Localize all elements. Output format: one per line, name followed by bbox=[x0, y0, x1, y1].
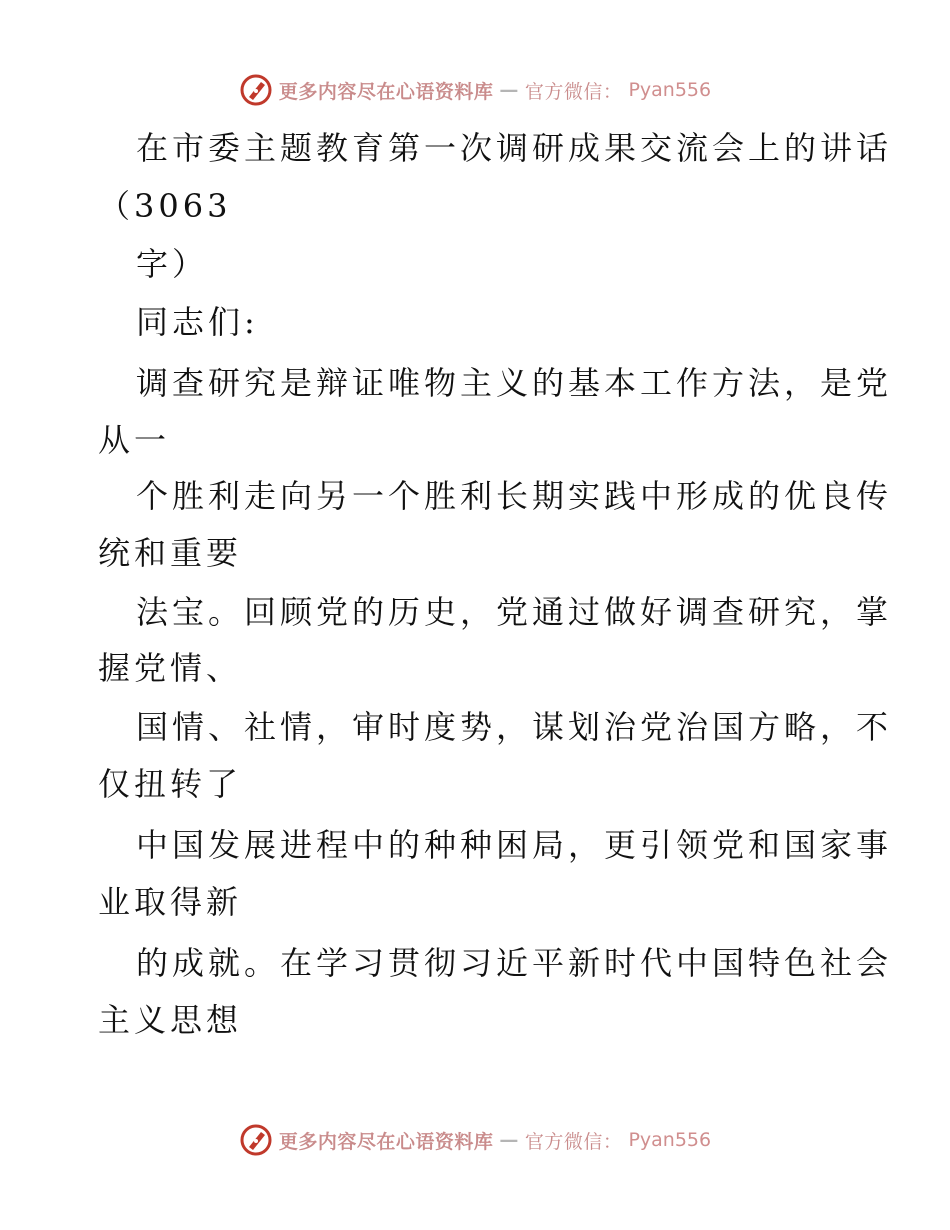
header-watermark bbox=[0, 70, 950, 110]
watermark-label: 官方微信： bbox=[524, 1130, 623, 1153]
paragraph-line: 法宝。回顾党的历史，党通过做好调查研究，掌 bbox=[136, 593, 893, 631]
watermark-label: 官方微信： bbox=[524, 80, 623, 103]
paragraph-line: 个胜利走向另一个胜利长期实践中形成的优良传 bbox=[136, 477, 893, 515]
watermark-id: Pyan556 bbox=[628, 1129, 712, 1151]
title-word-count-end: 字） bbox=[136, 245, 209, 283]
watermark-main-text: 更多内容尽在心语资料库 bbox=[278, 80, 494, 103]
pen-nib-logo-icon bbox=[239, 1123, 273, 1157]
paragraph-line: 统和重要 bbox=[98, 534, 243, 572]
footer-watermark bbox=[0, 1120, 950, 1160]
watermark-separator: — bbox=[499, 79, 519, 101]
salutation: 同志们: bbox=[136, 303, 259, 341]
watermark-main-text: 更多内容尽在心语资料库 bbox=[278, 1130, 494, 1153]
paragraph-line: 主义思想 bbox=[98, 1001, 243, 1039]
document-title: 在市委主题教育第一次调研成果交流会上的讲话 bbox=[136, 129, 893, 167]
paragraph-line: 握党情、 bbox=[98, 649, 243, 687]
watermark-separator: — bbox=[499, 1129, 519, 1151]
paragraph-line: 从一 bbox=[98, 421, 171, 459]
watermark-id: Pyan556 bbox=[628, 79, 712, 101]
pen-nib-logo-icon bbox=[239, 73, 273, 107]
paragraph-line: 中国发展进程中的种种困局，更引领党和国家事 bbox=[136, 826, 893, 864]
title-word-count: （3063 bbox=[98, 187, 232, 225]
paragraph-line: 调查研究是辩证唯物主义的基本工作方法，是党 bbox=[136, 364, 893, 402]
paragraph-line: 仅扭转了 bbox=[98, 765, 243, 803]
paragraph-line: 国情、社情，审时度势，谋划治党治国方略，不 bbox=[136, 708, 893, 746]
paragraph-line: 的成就。在学习贯彻习近平新时代中国特色社会 bbox=[136, 944, 893, 982]
paragraph-line: 业取得新 bbox=[98, 883, 243, 921]
